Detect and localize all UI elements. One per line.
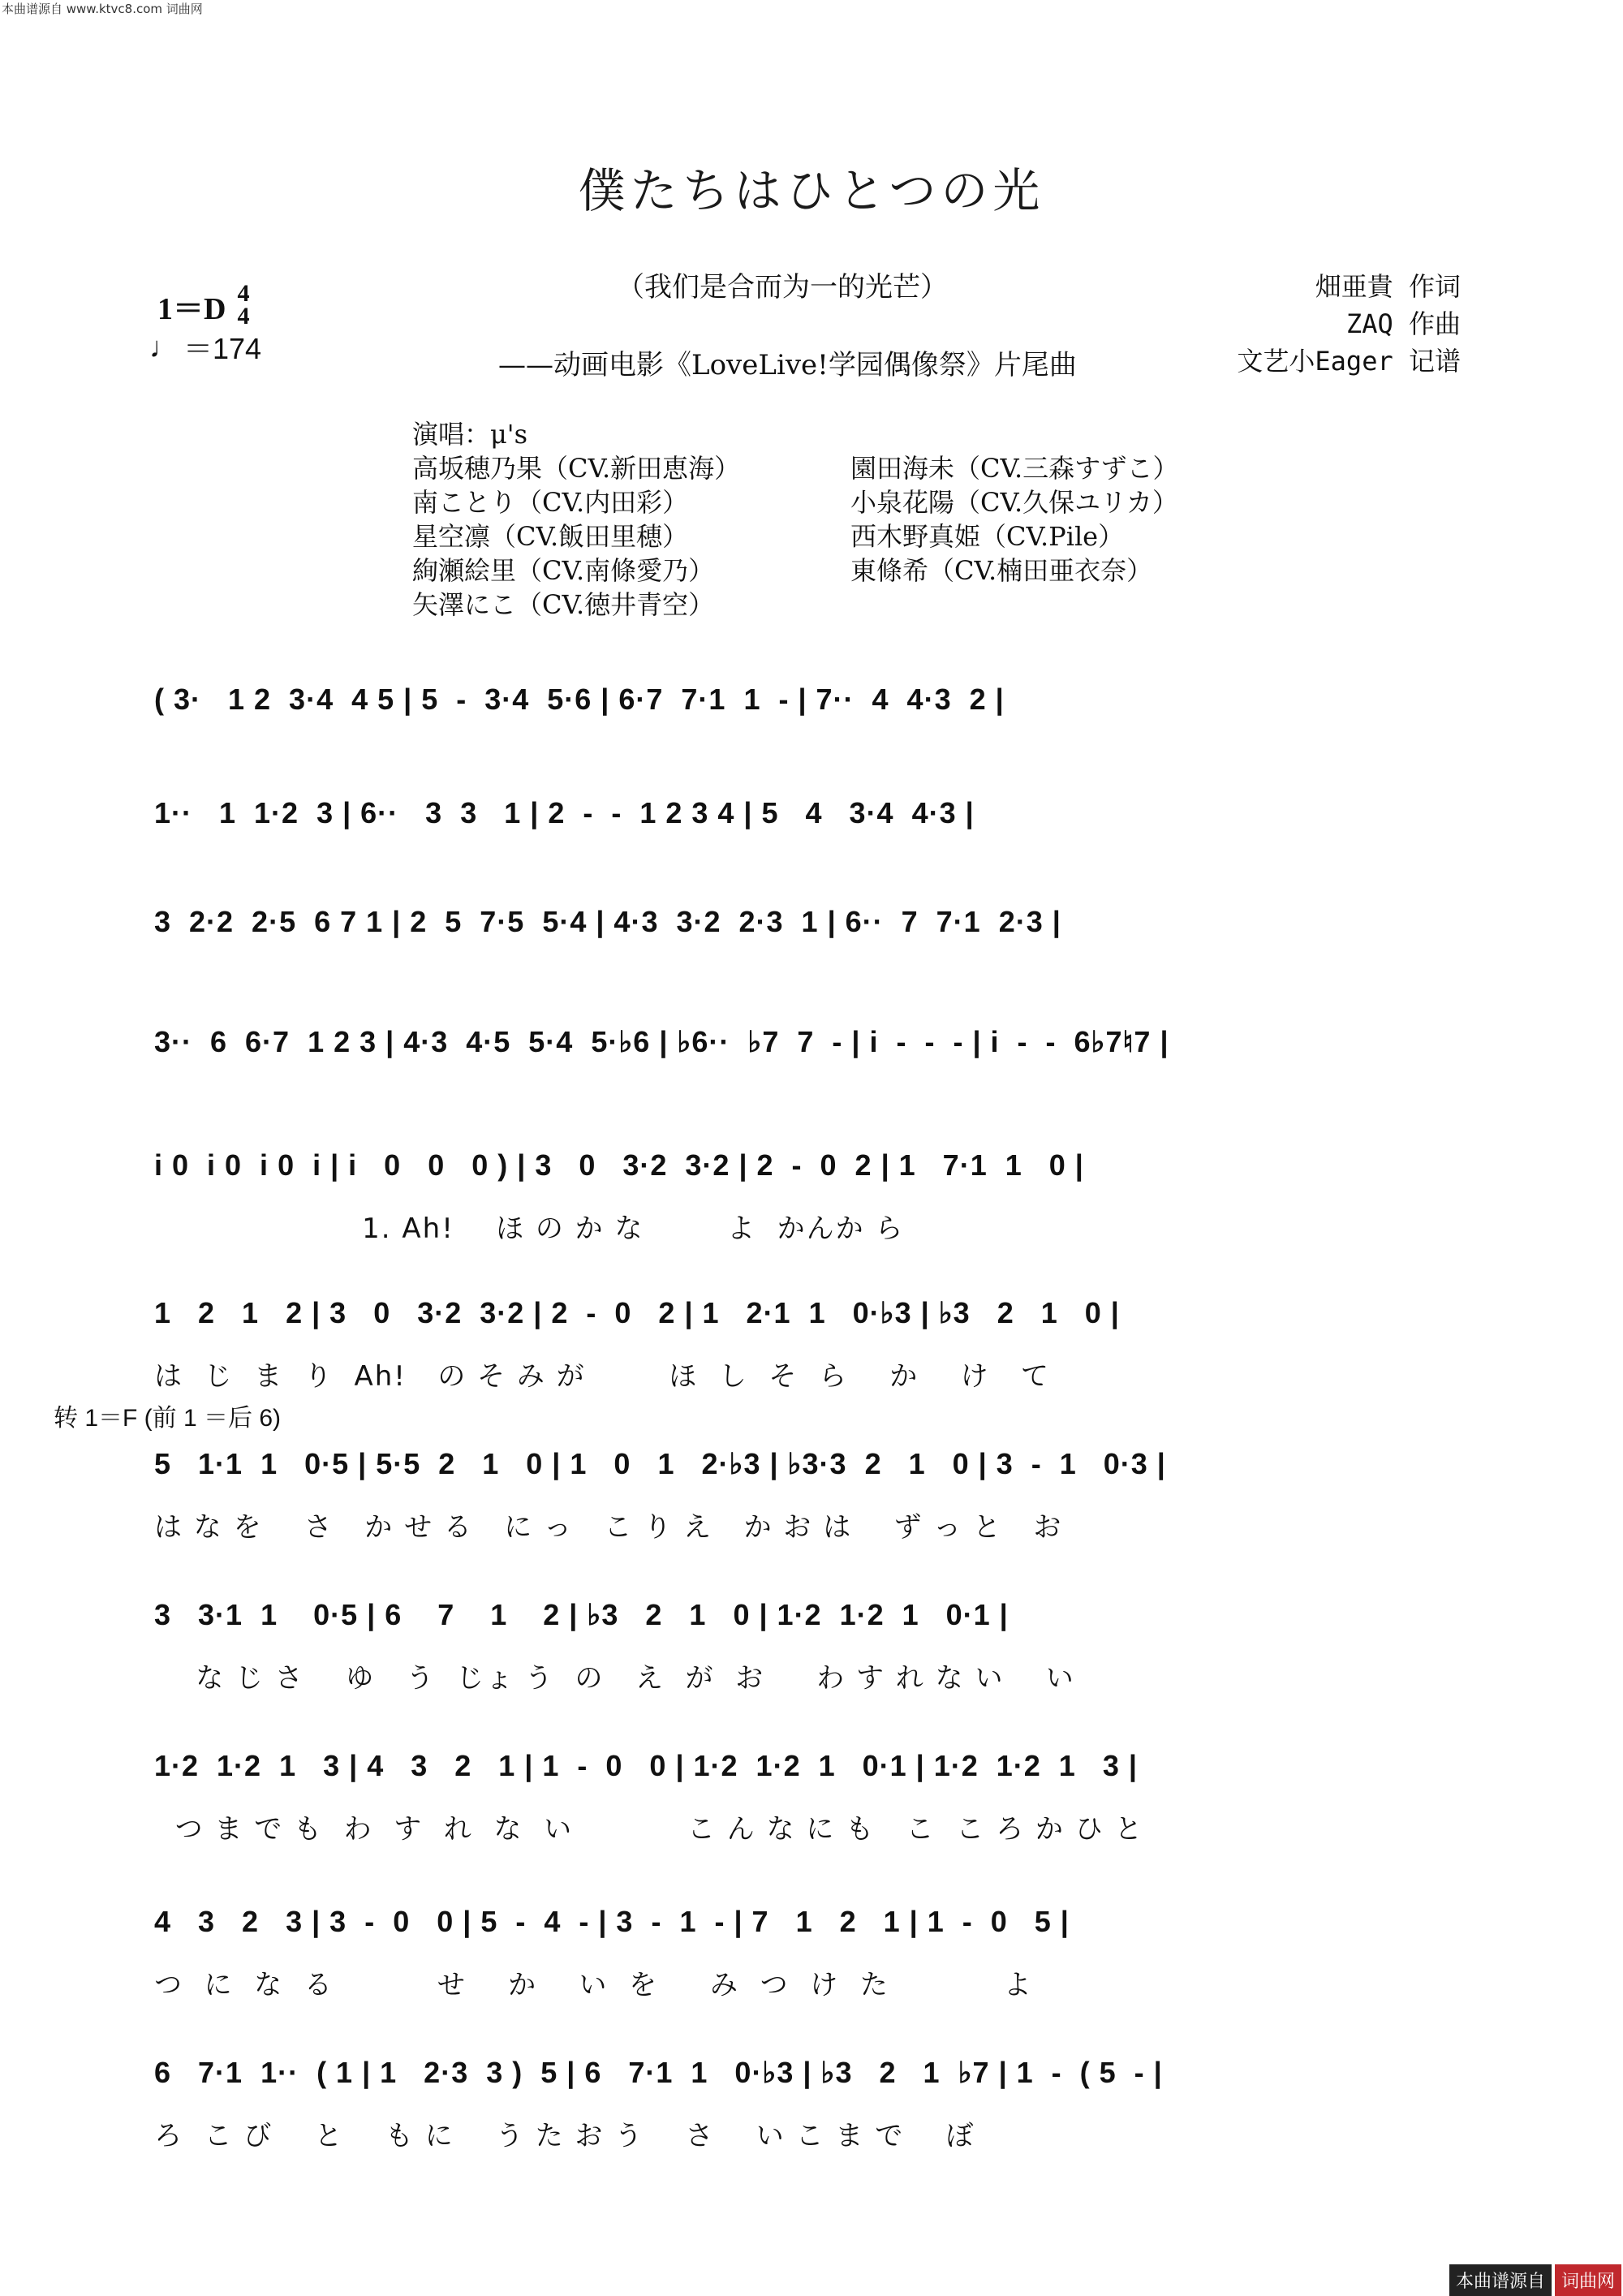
performer-row (412, 588, 1179, 622)
notation-line: 3 3·1 1 0·5 | 6 7 1 2 | ♭3 2 1 0 | 1·2 1·2 1 0·1 | (154, 1598, 1009, 1631)
notation-line: 4 3 2 3 | 3 - 0 0 | 5 - 4 - | 3 - 1 - | 7 1 2 1 | 1 - 0 5 | (154, 1905, 1070, 1938)
performer: 矢澤にこ（CV.徳井青空） (412, 589, 715, 620)
performer-row (412, 451, 1179, 485)
key-signature (157, 282, 249, 328)
performer: 絢瀬絵里（CV.南條愛乃） (412, 555, 715, 586)
notation-line: 6 7·1 1·· ( 1 | 1 2·3 3 ) 5 | 6 7·1 1 0·♭3 | ♭3 2 1 ♭7 | 1 - ( 5 - | (154, 2056, 1163, 2089)
key-change-marking: 转 1＝F (前 1 ＝后 6) (54, 1405, 282, 1432)
time-bottom: 4 (237, 303, 250, 330)
notation-line: 1·· 1 1·2 3 | 6·· 3 3 1 | 2 - - 1 2 3 4 | 5 4 3·4 4·3 | (154, 796, 975, 829)
song-caption: ——动画电影《LoveLive!学园偶像祭》片尾曲 (498, 349, 1077, 381)
time-top: 4 (237, 280, 250, 307)
lyricist-credit: 畑亜貴 作词 (1315, 271, 1461, 302)
notation-line: 5 1·1 1 0·5 | 5·5 2 1 0 | 1 0 1 2·♭3 | ♭3·3 2 1 0 | 3 - 1 0·3 | (154, 1447, 1166, 1480)
score-system-9 (154, 1742, 1487, 1846)
watermark-site-label: 词曲网 (1555, 2264, 1621, 2296)
score-system-8 (154, 1591, 1487, 1695)
performer: 南ことり（CV.内田彩） (412, 487, 689, 518)
performers (412, 417, 1179, 622)
notation-line: 3·· 6 6·7 1 2 3 | 4·3 4·5 5·4 5·♭6 | ♭6·· ♭7 7 - | i - - - | i - - 6♭7♮7 | (154, 1025, 1169, 1058)
credits (1237, 268, 1461, 380)
score-system-1 (154, 675, 1487, 740)
performer: 小泉花陽（CV.久保ユリカ） (850, 487, 1178, 518)
watermark-source-label: 本曲谱源自 (1449, 2264, 1552, 2296)
time-signature (237, 282, 249, 328)
lyrics-line: つ に な る せ か い を み つ け た よ (154, 1969, 1033, 2001)
song-title: 僕たちはひとつの光 (578, 163, 1045, 218)
watermark-top: 本曲谱源自 www.ktvc8.com 词曲网 (2, 2, 203, 16)
performer: 東條希（CV.楠田亜衣奈） (850, 555, 1153, 586)
performer: 高坂穂乃果（CV.新田恵海） (412, 453, 741, 484)
tempo-marking (149, 326, 261, 368)
lyrics-line: ろ こ び と も に う た お う さ い こ ま で ぼ (154, 2120, 975, 2152)
performer-row (412, 485, 1179, 519)
notation-line: 1 2 1 2 | 3 0 3·2 3·2 | 2 - 0 2 | 1 2·1 1 0·♭3 | ♭3 2 1 0 | (154, 1296, 1120, 1329)
performer-row (412, 554, 1179, 588)
notation-line: ( 3· 1 2 3·4 4 5 | 5 - 3·4 5·6 | 6·7 7·1 1 - | 7·· 4 4·3 2 | (154, 683, 1005, 716)
tempo-value: ＝174 (183, 332, 262, 365)
notation-line: i 0 i 0 i 0 i | i 0 0 0 ) | 3 0 3·2 3·2 | 2 - 0 2 | 1 7·1 1 0 | (154, 1148, 1084, 1182)
transcriber-credit: 文艺小Eager 记谱 (1237, 346, 1461, 377)
score-system-2 (154, 789, 1487, 854)
performers-header: 演唱：μ's (412, 419, 528, 450)
song-subtitle: （我们是合而为一的光芒） (617, 271, 948, 304)
performer: 西木野真姫（CV.Pile） (850, 521, 1125, 552)
performer: 園田海未（CV.三森すずこ） (850, 453, 1179, 484)
lyrics-line: は な を さ か せ る に っ こ り え か お は ず っ と お (154, 1511, 1063, 1544)
score-system-6 (154, 1289, 1487, 1394)
score-system-5 (154, 1141, 1487, 1246)
score-system-11 (154, 2048, 1487, 2153)
key-label: 1＝D (157, 291, 226, 326)
lyrics-line: な じ さ ゆ う じょ う の え が お わ す れ な い い (154, 1662, 1075, 1695)
notation-line: 3 2·2 2·5 6 7 1 | 2 5 7·5 5·4 | 4·3 3·2 2·3 1 | 6·· 7 7·1 2·3 | (154, 905, 1061, 938)
watermark-bottom (1449, 2264, 1621, 2296)
lyrics-line: 1. Ah! ほ の か な よ かんか ら (154, 1213, 905, 1245)
score-system-7 (154, 1440, 1487, 1544)
composer-credit: ZAQ 作曲 (1345, 308, 1461, 339)
performer: 星空凛（CV.飯田里穂） (412, 521, 689, 552)
score-system-4 (154, 1018, 1487, 1083)
lyrics-line: は じ ま り Ah! の そ み が ほ し そ ら か け て (154, 1360, 1050, 1393)
score-system-3 (154, 898, 1487, 963)
performer-row (412, 519, 1179, 554)
quarter-note-icon: ♩ (149, 330, 179, 364)
notation-line: 1·2 1·2 1 3 | 4 3 2 1 | 1 - 0 0 | 1·2 1·2 1 0·1 | 1·2 1·2 1 3 | (154, 1749, 1138, 1782)
score-system-10 (154, 1898, 1487, 2002)
lyrics-line: つ ま で も わ す れ な い こ ん な に も こ こ ろ か ひ と (154, 1813, 1144, 1846)
